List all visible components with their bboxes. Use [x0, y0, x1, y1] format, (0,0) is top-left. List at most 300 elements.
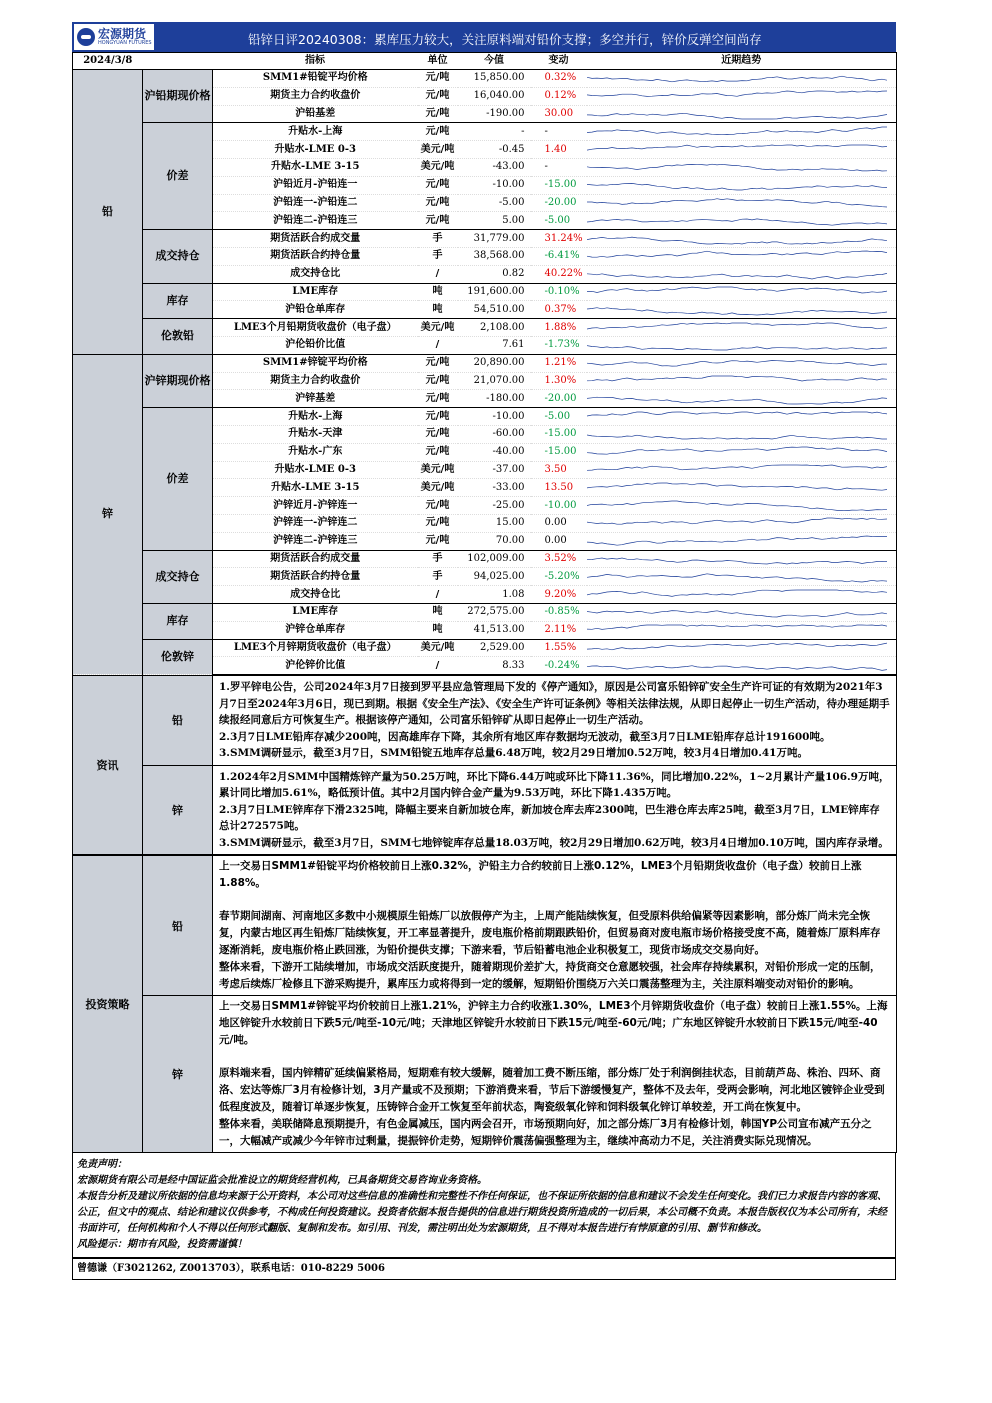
value-cell: -33.00 — [458, 479, 531, 497]
unit-cell: 元/吨 — [418, 176, 458, 194]
sparkline-path — [587, 346, 887, 350]
sparkline-path — [587, 435, 887, 439]
sparkline-path — [587, 127, 887, 135]
value-cell: 2,108.00 — [458, 319, 531, 337]
unit-cell: 吨 — [418, 621, 458, 639]
strategy-lead-conclusion: 整体来看，下游开工陆续增加，市场成交活跃度提升，随着期现价差扩大，持货商交仓意愿较强，社会库存持续累积，对铅价形成一定的压制，考虑后续炼厂检修且下游采购提升，累库压力或将得到一定的缓解，短期铅价围绕万六关口震荡整理为主，关注原料端变动对铅价的影响。 — [219, 961, 881, 991]
company-logo — [74, 24, 154, 50]
unit-cell: 元/吨 — [418, 408, 458, 426]
change-cell: 40.22% — [531, 265, 587, 283]
sparkline-path — [587, 219, 887, 225]
unit-cell: 元/吨 — [418, 212, 458, 230]
unit-cell: 元/吨 — [418, 425, 458, 443]
indicator-name: 沪锌近月-沪锌连一 — [213, 497, 418, 515]
trend-cell — [587, 603, 897, 621]
indicator-name: 升贴水-LME 0-3 — [213, 141, 418, 159]
change-cell: 1.21% — [531, 354, 587, 372]
strategy-section — [72, 855, 897, 1153]
sparkline-path — [587, 665, 887, 670]
trend-cell — [587, 176, 897, 194]
change-cell: 3.50 — [531, 461, 587, 479]
trend-cell — [587, 461, 897, 479]
sparkline-path — [587, 447, 887, 454]
trend-sparkline — [587, 266, 887, 282]
logo-english-name: HONGYUAN FUTURES — [98, 40, 152, 46]
disclaimer — [72, 1153, 896, 1258]
news-lead-label: 铅 — [143, 676, 213, 766]
risk-warning: 风险提示：期市有风险，投资需谨慎！ — [77, 1239, 247, 1251]
indicator-name: 沪锌仓单库存 — [213, 621, 418, 639]
change-cell: -0.10% — [531, 283, 587, 301]
value-cell: 2,529.00 — [458, 639, 531, 657]
disclaimer-title: 免责声明： — [77, 1159, 127, 1171]
unit-cell: / — [418, 265, 458, 283]
change-cell: -15.00 — [531, 425, 587, 443]
trend-sparkline — [587, 373, 887, 389]
change-cell: 0.32% — [531, 70, 587, 88]
strategy-zinc-summary: 上一交易日SMM1#锌锭平均价较前日上涨1.21%，沪锌主力合约收涨1.30%，LME3个月锌期货收盘价（电子盘）较前日上涨1.55%。上海地区锌锭升水较前日下跌5元/吨至-10元/吨；天津地区锌锭升水较前日下跌15元/吨至-60元/吨；广东地区锌锭升水较前日下跌15元/吨至-40元/吨。 — [219, 1000, 888, 1047]
news-zinc-text — [213, 765, 897, 855]
disclaimer-body: 本报告分析及建议所依据的信息均来源于公开资料，本公司对这些信息的准确性和完整性不作任何保证，也不保证所依据的信息和建议不会发生任何变化。我们已力求报告内容的客观、公正，但文中的观点、结论和建议仅供参考，不构成任何投资建议。投资者依据本报告提供的信息进行期货投资所造成的一切后果，本公司概不负责。本报告版权仅为本公司所有，未经书面许可，任何机构和个人不得以任何形式翻版、复制和发布。如引用、刊发，需注明出处为宏源期货，且不得对本报告进行有悖原意的引用、删节和修改。 — [77, 1191, 887, 1235]
indicator-name: 沪铅连二-沪铅连三 — [213, 212, 418, 230]
table-row — [73, 319, 897, 337]
table-row — [73, 639, 897, 657]
group-label: 伦敦铅 — [143, 319, 213, 355]
trend-cell — [587, 586, 897, 604]
value-cell: -25.00 — [458, 497, 531, 515]
col-unit: 单位 — [418, 53, 458, 70]
lead-section — [73, 70, 897, 355]
trend-sparkline — [587, 337, 887, 353]
unit-cell: 元/吨 — [418, 87, 458, 105]
unit-cell: 美元/吨 — [418, 461, 458, 479]
trend-sparkline — [587, 444, 887, 460]
sparkline-path — [587, 397, 887, 404]
table-row — [73, 408, 897, 426]
table-row — [73, 603, 897, 621]
unit-cell: 美元/吨 — [418, 158, 458, 176]
strategy-lead-label: 铅 — [143, 856, 213, 996]
change-cell: 9.20% — [531, 586, 587, 604]
trend-sparkline — [587, 302, 887, 318]
col-change: 变动 — [531, 53, 587, 70]
logo-name: 宏源期货 — [98, 27, 147, 41]
report-page — [72, 22, 896, 1280]
trend-cell — [587, 194, 897, 212]
value-cell: 0.82 — [458, 265, 531, 283]
news-lead-item: 3.SMM调研显示，截至3月7日，SMM铅锭五地库存总量6.48万吨，较2月29日增加0.52万吨，较3月4日增加0.41万吨。 — [219, 747, 808, 760]
strategy-label: 投资策略 — [73, 856, 143, 1153]
unit-cell: 手 — [418, 568, 458, 586]
trend-sparkline — [587, 622, 887, 638]
trend-sparkline — [587, 533, 887, 549]
trend-sparkline — [587, 159, 887, 175]
change-cell: -10.00 — [531, 497, 587, 515]
group-label: 沪锌期现价格 — [143, 354, 213, 407]
trend-cell — [587, 212, 897, 230]
trend-cell — [587, 70, 897, 88]
value-cell: 20,890.00 — [458, 354, 531, 372]
value-cell: -10.00 — [458, 176, 531, 194]
trend-sparkline — [587, 124, 887, 140]
unit-cell: / — [418, 657, 458, 675]
sparkline-path — [587, 412, 887, 416]
strategy-zinc-conclusion: 整体来看，美联储降息预期提升，有色金属减压，国内两会召开，市场预期向好，加之部分炼厂3月有检修计划，韩国YP公司宣布减产五分之一，大幅减产或减少今年锌市过剩量，提振锌价走势，短期锌价震荡偏强整理为主，继续冲高动力不足，关注消费实际兑现情况。 — [219, 1118, 872, 1148]
indicator-name: 期货主力合约收盘价 — [213, 87, 418, 105]
sparkline-path — [587, 611, 887, 617]
unit-cell: 美元/吨 — [418, 639, 458, 657]
news-label: 资讯 — [73, 676, 143, 855]
change-cell: 0.00 — [531, 514, 587, 532]
unit-cell: 元/吨 — [418, 514, 458, 532]
sparkline-path — [587, 361, 887, 367]
change-cell: 2.11% — [531, 621, 587, 639]
value-cell: 7.61 — [458, 336, 531, 354]
indicator-table — [72, 52, 897, 675]
unit-cell: 手 — [418, 230, 458, 248]
indicator-name: 沪铅连一-沪铅连二 — [213, 194, 418, 212]
trend-sparkline — [587, 284, 887, 300]
sparkline-path — [587, 237, 887, 244]
strategy-lead-analysis: 春节期间湖南、河南地区多数中小规模原生铅炼厂以放假停产为主，上周产能陆续恢复，但受原料供给偏紧等因素影响，部分炼厂尚未完全恢复，内蒙古地区再生铅炼厂陆续恢复，开工率显著提升，废电瓶价格前期跟跌铅价，但贸易商对废电瓶市场价格接受度不高，随着炼厂原料库存逐渐消耗，废电瓶价格止跌回涨，为铅价提供支撑；下游来看，节后铅蓄电池企业积极复工，现货市场成交交易向好。 — [219, 910, 881, 957]
indicator-name: 升贴水-上海 — [213, 408, 418, 426]
news-zinc-item: 1.2024年2月SMM中国精炼锌产量为50.25万吨，环比下降6.44万吨或环比下降11.36%，同比增加0.22%，1~2月累计产量106.9万吨，累计同比增加5.61%，略低预计值。其中2月国内锌合金产量为9.53万吨，环比下降1.435万吨。 — [219, 770, 890, 800]
logo-icon — [77, 28, 95, 46]
indicator-name: LME3个月铅期货收盘价（电子盘） — [213, 319, 418, 337]
unit-cell: 美元/吨 — [418, 141, 458, 159]
group-label: 成交持仓 — [143, 230, 213, 283]
table-row — [73, 123, 897, 141]
trend-sparkline — [587, 640, 887, 656]
value-cell: -0.45 — [458, 141, 531, 159]
trend-cell — [587, 265, 897, 283]
change-cell: -5.00 — [531, 408, 587, 426]
change-cell: 31.24% — [531, 230, 587, 248]
sparkline-path — [587, 165, 887, 172]
trend-cell — [587, 247, 897, 265]
change-cell: 1.55% — [531, 639, 587, 657]
indicator-name: 期货活跃合约成交量 — [213, 230, 418, 248]
unit-cell: 元/吨 — [418, 123, 458, 141]
change-cell: 1.30% — [531, 372, 587, 390]
trend-sparkline — [587, 569, 887, 585]
news-lead-item: 2.3月7日LME铅库存减少200吨，因高雄库存下降，其余所有地区库存数据均无波动，截至3月7日LME铅库存总计191600吨。 — [219, 730, 831, 743]
news-lead-item: 1.罗平锌电公告，公司2024年3月7日接到罗平县应急管理局下发的《停产通知》，原因是公司富乐铅锌矿安全生产许可证的有效期为2021年3月7日至2024年3月6日，现已到期。根据《安全生产法》、《安全生产许可证条例》等相关法律法规，从即日起停止一切生产活动，待办理延期手续报经同意后方可恢复生产。根据该停产通知，公司富乐铅锌矿从即日起停止一切生产活动。 — [219, 681, 890, 727]
change-cell: -20.00 — [531, 390, 587, 408]
indicator-name: 期货活跃合约持仓量 — [213, 568, 418, 586]
news-zinc-item: 2.3月7日LME锌库存下滑2325吨，降幅主要来自新加坡仓库，新加坡仓库去库2300吨，巴生港仓库去库25吨，截至3月7日，LME锌库存总计272575吨。 — [219, 803, 880, 833]
indicator-name: 沪铅近月-沪铅连一 — [213, 176, 418, 194]
value-cell: -180.00 — [458, 390, 531, 408]
report-header — [72, 22, 896, 52]
trend-cell — [587, 301, 897, 319]
change-cell: -5.00 — [531, 212, 587, 230]
change-cell: -15.00 — [531, 176, 587, 194]
news-zinc-item: 3.SMM调研显示，截至3月7日，SMM七地锌锭库存总量18.03万吨，较2月29日增加0.62万吨，较3月4日增加0.10万吨，国内库存录增。 — [219, 836, 889, 849]
change-cell: 30.00 — [531, 105, 587, 123]
indicator-name: SMM1#锌锭平均价格 — [213, 354, 418, 372]
indicator-name: 期货主力合约收盘价 — [213, 372, 418, 390]
trend-cell — [587, 443, 897, 461]
change-cell: 0.37% — [531, 301, 587, 319]
sparkline-path — [587, 184, 887, 191]
sparkline-path — [587, 91, 887, 96]
sparkline-path — [587, 287, 887, 293]
table-row — [73, 230, 897, 248]
indicator-name: 升贴水-天津 — [213, 425, 418, 443]
trend-cell — [587, 158, 897, 176]
unit-cell: / — [418, 336, 458, 354]
trend-sparkline — [587, 480, 887, 496]
trend-cell — [587, 514, 897, 532]
value-cell: - — [458, 123, 531, 141]
value-cell: -40.00 — [458, 443, 531, 461]
indicator-name: 沪铅仓单库存 — [213, 301, 418, 319]
sparkline-path — [587, 145, 887, 150]
unit-cell: 美元/吨 — [418, 319, 458, 337]
trend-cell — [587, 354, 897, 372]
sparkline-path — [587, 199, 887, 207]
indicator-name: 期货活跃合约持仓量 — [213, 247, 418, 265]
indicator-name: SMM1#铅锭平均价格 — [213, 70, 418, 88]
news-section — [72, 675, 897, 855]
unit-cell: 元/吨 — [418, 194, 458, 212]
sparkline-path — [587, 483, 887, 490]
zinc-section — [73, 354, 897, 674]
change-cell: -5.20% — [531, 568, 587, 586]
sparkline-path — [587, 465, 887, 470]
trend-sparkline — [587, 551, 887, 567]
disclaimer-qualification: 宏源期货有限公司是经中国证监会批准设立的期货经营机构，已具备期货交易咨询业务资格。 — [77, 1175, 487, 1187]
unit-cell: 元/吨 — [418, 105, 458, 123]
value-cell: 41,513.00 — [458, 621, 531, 639]
sparkline-path — [587, 574, 887, 582]
trend-sparkline — [587, 426, 887, 442]
group-label: 库存 — [143, 603, 213, 639]
trend-cell — [587, 105, 897, 123]
trend-cell — [587, 621, 897, 639]
trend-sparkline — [587, 355, 887, 371]
trend-sparkline — [587, 231, 887, 247]
table-header-row — [73, 53, 897, 70]
trend-cell — [587, 639, 897, 657]
trend-cell — [587, 319, 897, 337]
trend-cell — [587, 497, 897, 515]
sparkline-path — [587, 536, 887, 545]
value-cell: -43.00 — [458, 158, 531, 176]
value-cell: -10.00 — [458, 408, 531, 426]
change-cell: 1.88% — [531, 319, 587, 337]
unit-cell: 吨 — [418, 603, 458, 621]
change-cell: - — [531, 158, 587, 176]
value-cell: 31,779.00 — [458, 230, 531, 248]
value-cell: 38,568.00 — [458, 247, 531, 265]
change-cell: 0.00 — [531, 532, 587, 550]
change-cell: -0.85% — [531, 603, 587, 621]
trend-sparkline — [587, 177, 887, 193]
indicator-name: LME库存 — [213, 603, 418, 621]
sparkline-path — [587, 274, 887, 280]
group-label: 沪铅期现价格 — [143, 70, 213, 123]
strategy-zinc-analysis: 原料端来看，国内锌精矿延续偏紧格局，短期难有较大缓解，随着加工费不断压缩，部分炼厂处于利润倒挂状态，目前葫芦岛、株治、四环、商洛、宏达等炼厂3月有检修计划，3月产量或不及预期；下游消费来看，节后下游缓慢复产，整体不及去年，受两会影响，河北地区镀锌企业受到低程度波及，随着订单逐步恢复，压铸锌合金开工恢复至年前状态，陶瓷级氧化锌和饲料级氧化锌订单较差，开工尚在恢复中。 — [219, 1067, 885, 1114]
value-cell: 54,510.00 — [458, 301, 531, 319]
lead-category-label: 铅 — [73, 70, 143, 355]
trend-cell — [587, 283, 897, 301]
unit-cell: 元/吨 — [418, 70, 458, 88]
value-cell: 16,040.00 — [458, 87, 531, 105]
table-row — [73, 70, 897, 88]
trend-cell — [587, 141, 897, 159]
value-cell: 15.00 — [458, 514, 531, 532]
change-cell: 0.12% — [531, 87, 587, 105]
value-cell: 94,025.00 — [458, 568, 531, 586]
trend-cell — [587, 123, 897, 141]
trend-sparkline — [587, 409, 887, 425]
indicator-name: 升贴水-广东 — [213, 443, 418, 461]
unit-cell: 美元/吨 — [418, 479, 458, 497]
indicator-name: LME3个月锌期货收盘价（电子盘） — [213, 639, 418, 657]
indicator-name: 期货活跃合约成交量 — [213, 550, 418, 568]
value-cell: 21,070.00 — [458, 372, 531, 390]
group-label: 价差 — [143, 408, 213, 550]
trend-sparkline — [587, 515, 887, 531]
sparkline-path — [587, 376, 887, 381]
value-cell: 191,600.00 — [458, 283, 531, 301]
trend-sparkline — [587, 658, 887, 674]
trend-sparkline — [587, 391, 887, 407]
unit-cell: 元/吨 — [418, 354, 458, 372]
col-value: 今值 — [458, 53, 531, 70]
trend-cell — [587, 657, 897, 675]
value-cell: 102,009.00 — [458, 550, 531, 568]
sparkline-path — [587, 251, 887, 257]
indicator-name: 沪铅基差 — [213, 105, 418, 123]
trend-cell — [587, 408, 897, 426]
trend-sparkline — [587, 587, 887, 603]
trend-sparkline — [587, 142, 887, 158]
sparkline-path — [587, 307, 887, 314]
value-cell: 15,850.00 — [458, 70, 531, 88]
change-cell: 3.52% — [531, 550, 587, 568]
value-cell: -37.00 — [458, 461, 531, 479]
trend-sparkline — [587, 70, 887, 86]
unit-cell: 吨 — [418, 301, 458, 319]
trend-sparkline — [587, 195, 887, 211]
sparkline-path — [587, 643, 887, 650]
trend-sparkline — [587, 498, 887, 514]
table-row — [73, 550, 897, 568]
report-title: 铅锌日评20240308：累库压力较大，关注原料端对铅价支撑；多空并行，锌价反弹空间尚存 — [248, 32, 762, 47]
unit-cell: 元/吨 — [418, 497, 458, 515]
strategy-zinc-label: 锌 — [143, 996, 213, 1153]
change-cell: 1.40 — [531, 141, 587, 159]
value-cell: 8.33 — [458, 657, 531, 675]
unit-cell: 手 — [418, 550, 458, 568]
strategy-lead-text — [213, 856, 897, 996]
trend-sparkline — [587, 106, 887, 122]
strategy-lead-summary: 上一交易日SMM1#铅锭平均价格较前日上涨0.32%，沪铅主力合约较前日上涨0.12%，LME3个月铅期货收盘价（电子盘）较前日上涨1.88%。 — [219, 860, 862, 890]
trend-sparkline — [587, 88, 887, 104]
indicator-name: 升贴水-LME 3-15 — [213, 158, 418, 176]
table-row — [73, 354, 897, 372]
indicator-name: 升贴水-LME 3-15 — [213, 479, 418, 497]
indicator-name: LME库存 — [213, 283, 418, 301]
trend-cell — [587, 532, 897, 550]
change-cell: - — [531, 123, 587, 141]
unit-cell: 吨 — [418, 283, 458, 301]
trend-cell — [587, 479, 897, 497]
zinc-category-label: 锌 — [73, 354, 143, 674]
sparkline-path — [587, 590, 887, 596]
indicator-name: 成交持仓比 — [213, 265, 418, 283]
sparkline-path — [587, 501, 887, 511]
trend-cell — [587, 390, 897, 408]
table-row — [73, 283, 897, 301]
trend-cell — [587, 87, 897, 105]
unit-cell: 元/吨 — [418, 532, 458, 550]
change-cell: 13.50 — [531, 479, 587, 497]
value-cell: 5.00 — [458, 212, 531, 230]
value-cell: 272,575.00 — [458, 603, 531, 621]
change-cell: -0.24% — [531, 657, 587, 675]
col-indicator: 指标 — [213, 53, 418, 70]
indicator-name: 沪锌连二-沪锌连三 — [213, 532, 418, 550]
trend-cell — [587, 568, 897, 586]
trend-sparkline — [587, 320, 887, 336]
change-cell: -20.00 — [531, 194, 587, 212]
unit-cell: 元/吨 — [418, 372, 458, 390]
trend-cell — [587, 372, 897, 390]
strategy-zinc-text — [213, 996, 897, 1153]
analyst-contact: 曾德谦（F3021262, Z0013703），联系电话：010-8229 5006 — [72, 1258, 896, 1280]
unit-cell: 手 — [418, 247, 458, 265]
sparkline-path — [587, 77, 887, 83]
group-label: 成交持仓 — [143, 550, 213, 603]
indicator-name: 沪锌连一-沪锌连二 — [213, 514, 418, 532]
col-trend: 近期趋势 — [587, 53, 897, 70]
trend-cell — [587, 336, 897, 354]
sparkline-path — [587, 323, 887, 329]
trend-cell — [587, 550, 897, 568]
change-cell: -1.73% — [531, 336, 587, 354]
sparkline-path — [587, 625, 887, 629]
value-cell: 70.00 — [458, 532, 531, 550]
group-label: 库存 — [143, 283, 213, 319]
indicator-name: 沪伦锌价比值 — [213, 657, 418, 675]
indicator-name: 升贴水-上海 — [213, 123, 418, 141]
group-label: 伦敦锌 — [143, 639, 213, 675]
value-cell: -190.00 — [458, 105, 531, 123]
value-cell: -5.00 — [458, 194, 531, 212]
indicator-name: 成交持仓比 — [213, 586, 418, 604]
value-cell: -60.00 — [458, 425, 531, 443]
trend-cell — [587, 230, 897, 248]
trend-sparkline — [587, 604, 887, 620]
indicator-name: 沪伦铅价比值 — [213, 336, 418, 354]
indicator-name: 升贴水-LME 0-3 — [213, 461, 418, 479]
news-zinc-label: 锌 — [143, 765, 213, 855]
trend-sparkline — [587, 462, 887, 478]
report-date: 2024/3/8 — [73, 53, 143, 70]
trend-cell — [587, 425, 897, 443]
trend-sparkline — [587, 248, 887, 264]
news-lead-text — [213, 676, 897, 766]
change-cell: -15.00 — [531, 443, 587, 461]
value-cell: 1.08 — [458, 586, 531, 604]
indicator-name: 沪锌基差 — [213, 390, 418, 408]
sparkline-path — [587, 558, 887, 564]
unit-cell: 元/吨 — [418, 390, 458, 408]
